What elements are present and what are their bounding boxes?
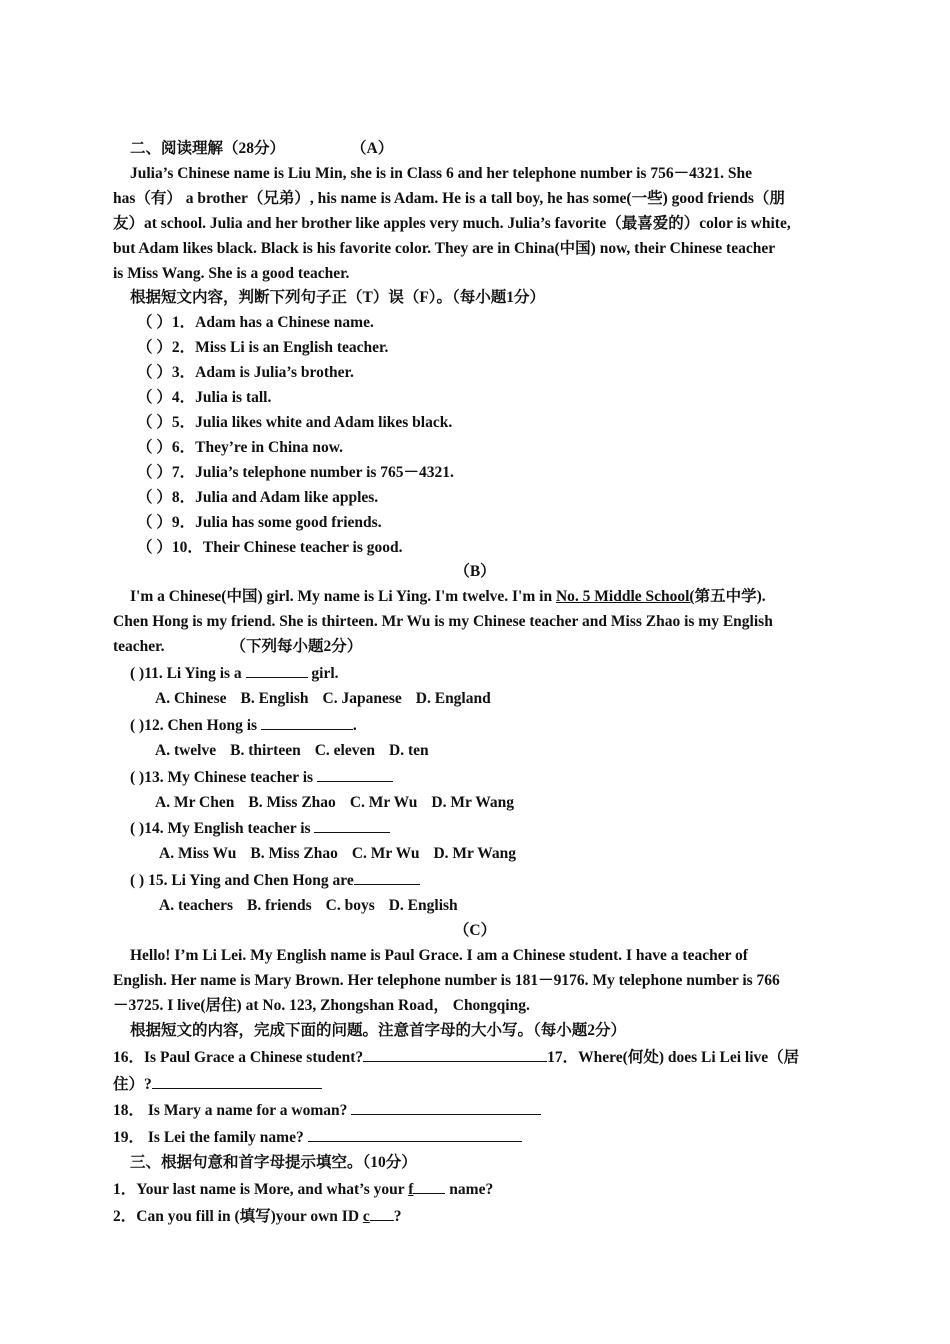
mc-options-14 <box>113 842 837 867</box>
option-a: A. Miss Wu <box>159 845 237 863</box>
option-c: C. eleven <box>314 741 375 759</box>
question-17: 17．Where(何处) does Li Lei live（居 <box>547 1048 800 1066</box>
passage-a-line-5: is Miss Wang. She is a good teacher. <box>113 264 350 282</box>
passage-a-line-3: 友）at school. Julia and her brother like apples very much. Julia’s favorite（最喜爱的）color is white, <box>113 214 791 232</box>
answer-blank[interactable] <box>354 867 420 885</box>
fill-item-2 <box>113 1203 837 1230</box>
q19-line <box>113 1124 837 1151</box>
answer-blank[interactable] <box>314 815 390 833</box>
tf-item-2: （ ）2．Miss Li is an English teacher. <box>137 339 389 357</box>
mc-question-15 <box>113 867 837 894</box>
passage-c-line-1: Hello! I’m Li Lei. My English name is Paul Grace. I am a Chinese student. I have a teacher of <box>130 947 748 964</box>
q18-line <box>113 1097 837 1124</box>
passage-c-line-2: English. Her name is Mary Brown. Her telephone number is 181－9176. My telephone number is 766 <box>113 971 780 989</box>
worksheet-page <box>113 137 837 1230</box>
answer-blank[interactable] <box>261 712 353 730</box>
option-a: A. twelve <box>155 741 217 759</box>
option-a: A. Chinese <box>155 689 227 707</box>
tf-item-5: （ ）5．Julia likes white and Adam likes black. <box>137 413 453 431</box>
option-c: C. Mr Wu <box>351 845 420 863</box>
fill-item-tail: ? <box>393 1208 402 1226</box>
option-b: B. English <box>240 689 309 707</box>
part-b-label: （B） <box>454 563 496 581</box>
passage-a-line-1: Julia’s Chinese name is Liu Min, she is in Class 6 and her telephone number is 756－4321. She <box>130 164 752 182</box>
tf-item-3: （ ）3．Adam is Julia’s brother. <box>137 364 354 382</box>
instruction-a: 根据短文内容，判断下列句子正（T）误（F）。（每小题1分） <box>130 289 546 307</box>
passage-c-line-3: －3725. I live(居住) at No. 123, Zhongshan Road， Chongqing. <box>113 996 530 1014</box>
passage-b-line-3 <box>113 635 837 660</box>
part-a-label: （A） <box>351 140 394 157</box>
option-d: D. ten <box>389 741 429 759</box>
fill-item-text: 1．Your last name is More, and what’s your <box>113 1181 409 1199</box>
answer-blank[interactable] <box>413 1176 445 1194</box>
answer-blank[interactable] <box>370 1203 394 1221</box>
answer-blank-19[interactable] <box>308 1124 522 1142</box>
fill-item-tail: name? <box>445 1181 494 1199</box>
tf-item-10: （ ）10．Their Chinese teacher is good. <box>137 538 403 556</box>
option-b: B. Miss Zhao <box>248 793 336 811</box>
option-b: B. thirteen <box>230 741 301 759</box>
passage-a-line-4: but Adam likes black. Black is his favorite color. They are in China(中国) now, their Chinese teacher <box>113 239 776 257</box>
mc-question-12 <box>113 712 837 739</box>
option-d: D. English <box>388 897 458 915</box>
mc-question-tail: girl. <box>307 665 339 683</box>
fill-item-1 <box>113 1176 837 1203</box>
passage-b-line-1 <box>113 585 837 610</box>
option-d: D. Mr Wang <box>433 845 516 863</box>
tf-item-1: （ ）1．Adam has a Chinese name. <box>137 314 374 332</box>
mc-question-text: ( )11. Li Ying is a <box>130 665 242 683</box>
mc-options-15 <box>113 894 837 919</box>
mc-question-text: ( ) 15. Li Ying and Chen Hong are <box>130 872 354 890</box>
option-c: C. boys <box>325 897 375 915</box>
initial-letter-hint: f <box>408 1181 414 1199</box>
mc-question-11 <box>113 660 837 687</box>
instruction-c: 根据短文的内容，完成下面的问题。注意首字母的大小写。（每小题2分） <box>130 1021 627 1039</box>
passage-b-line-3-text: teacher. <box>113 638 165 656</box>
tf-item-9: （ ）9．Julia has some good friends. <box>137 513 382 531</box>
initial-letter-hint: c <box>362 1208 370 1226</box>
section2-heading-line <box>113 137 837 162</box>
tf-item-4: （ ）4．Julia is tall. <box>137 389 272 407</box>
mc-question-text: ( )14. My English teacher is <box>130 820 311 838</box>
mc-options-12 <box>113 739 837 764</box>
passage-b-text: I'm a Chinese(中国) girl. My name is Li Ying. I'm twelve. I'm in <box>130 588 556 606</box>
option-a: A. teachers <box>159 897 234 915</box>
mc-options-13 <box>113 791 837 816</box>
q17-continued-line <box>113 1071 837 1098</box>
mc-question-13 <box>113 764 837 791</box>
answer-blank-16[interactable] <box>363 1044 547 1062</box>
passage-b-line-2: Chen Hong is my friend. She is thirteen. Mr Wu is my Chinese teacher and Miss Zhao is my English <box>113 613 773 631</box>
option-b: B. friends <box>247 897 312 915</box>
option-c: C. Mr Wu <box>349 793 418 811</box>
scoring-note-b: （下列每小题2分） <box>230 638 363 656</box>
question-17-cont: 住）? <box>113 1075 152 1093</box>
mc-question-text: ( )12. Chen Hong is <box>130 716 258 734</box>
fill-item-text: 2．Can you fill in (填写)your own ID <box>113 1208 363 1226</box>
part-c-label: （C） <box>453 922 497 940</box>
answer-blank[interactable] <box>246 660 308 678</box>
option-b: B. Miss Zhao <box>250 845 338 863</box>
tf-item-8: （ ）8．Julia and Adam like apples. <box>137 488 379 506</box>
option-d: D. England <box>415 689 491 707</box>
school-name-underlined: No. 5 Middle School( <box>555 588 695 606</box>
section2-heading: 二、阅读理解（28分） <box>130 140 286 157</box>
option-d: D. Mr Wang <box>431 793 514 811</box>
mc-options-11 <box>113 687 837 712</box>
tf-item-7: （ ）7．Julia’s telephone number is 765－4321. <box>137 463 454 481</box>
mc-question-tail: . <box>352 716 357 734</box>
option-c: C. Japanese <box>322 689 402 707</box>
answer-blank-18[interactable] <box>351 1097 541 1115</box>
answer-blank-17[interactable] <box>152 1071 322 1089</box>
q16-q17-line <box>113 1044 837 1071</box>
passage-b-text-end: 第五中学). <box>694 588 766 606</box>
mc-question-14 <box>113 815 837 842</box>
tf-item-6: （ ）6．They’re in China now. <box>137 438 343 456</box>
question-19: 19． Is Lei the family name? <box>113 1129 304 1147</box>
passage-a-line-2: has（有） a brother（兄弟）, his name is Adam. He is a tall boy, he has some(一些) good friends（朋 <box>113 189 785 207</box>
answer-blank[interactable] <box>317 764 393 782</box>
question-16: 16．Is Paul Grace a Chinese student? <box>113 1048 364 1066</box>
section3-heading: 三、根据句意和首字母提示填空。（10分） <box>130 1154 417 1172</box>
mc-question-text: ( )13. My Chinese teacher is <box>130 768 314 786</box>
option-a: A. Mr Chen <box>155 793 235 811</box>
question-18: 18． Is Mary a name for a woman? <box>113 1102 348 1120</box>
